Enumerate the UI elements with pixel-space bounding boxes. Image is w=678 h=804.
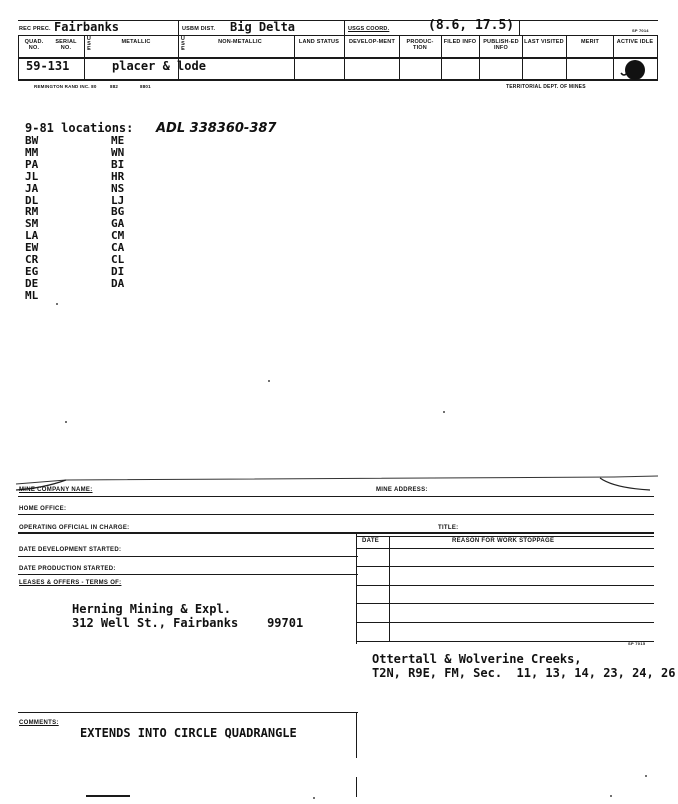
lessee-name: Herning Mining & Expl. (72, 602, 231, 616)
operating-official-label: OPERATING OFFICIAL IN CHARGE: (19, 525, 130, 531)
location-code: DE (25, 276, 39, 290)
location-code: JL (25, 169, 39, 183)
location-code: CL (111, 253, 125, 266)
col-merit: MERIT (580, 39, 600, 45)
location-line-1: Ottertall & Wolverine Creeks, (372, 652, 582, 666)
date-development-started-label: DATE DEVELOPMENT STARTED: (19, 547, 122, 553)
printer-label: REMINGTON RAND INC. 80 (34, 84, 97, 89)
col-non-metallic: NON-METALLIC (218, 39, 262, 45)
printer-code-1: 882 (110, 84, 119, 89)
location-code: ML (25, 288, 39, 302)
location-code: DA (111, 276, 125, 290)
date-production-started-label: DATE PRODUCTION STARTED: (19, 566, 116, 572)
lessee-address: 312 Well St., Fairbanks 99701 (72, 616, 304, 630)
rec-prec-value: Fairbanks (54, 20, 120, 34)
col-use-right: U S E (180, 36, 186, 52)
speck (268, 380, 270, 382)
form-number-bottom: SP 7015 (628, 641, 646, 646)
location-code: JA (25, 181, 39, 195)
col-published-info: PUBLISH-ED INFO (483, 39, 519, 51)
active-status-dot (615, 59, 651, 81)
usbm-dist-value: Big Delta (230, 20, 296, 34)
col-land-status: LAND STATUS (298, 39, 340, 45)
col-last-visited: LAST VISITED (524, 39, 564, 45)
adl-note: ADL 338360-387 (156, 121, 277, 136)
comments-label: COMMENTS: (19, 720, 59, 726)
location-code: GA (111, 217, 125, 231)
comment-text: EXTENDS INTO CIRCLE QUADRANGLE (80, 726, 297, 740)
location-code: LJ (111, 193, 125, 207)
locations-heading: 9-81 locations: (25, 121, 134, 135)
col-quad-no: QUAD. NO. (24, 39, 44, 51)
speck (65, 421, 67, 423)
date-column-header: DATE (362, 538, 380, 544)
rec-prec-label: REC PREC. (19, 26, 51, 32)
usbm-dist-label: USBM DIST. (182, 26, 216, 32)
location-code: EG (25, 264, 39, 278)
location-code: MM (25, 145, 39, 159)
location-code: CR (25, 253, 39, 266)
location-code: DI (111, 264, 125, 278)
home-office-label: HOME OFFICE: (19, 506, 67, 512)
speck (313, 797, 315, 799)
printer-code-2: 8801 (140, 84, 151, 89)
mine-address-label: MINE ADDRESS: (376, 487, 428, 493)
col-use-left: U S E (86, 36, 92, 52)
speck (56, 303, 58, 305)
title-label: TITLE: (438, 525, 459, 531)
location-code: CM (111, 229, 125, 243)
location-code: ME (111, 134, 125, 147)
department-label: TERRITORIAL DEPT. OF MINES (506, 84, 586, 90)
col-active-idle: ACTIVE IDLE (616, 39, 654, 45)
location-code: EW (25, 241, 39, 255)
col-filed-info: FILED INFO (443, 39, 477, 45)
col-development: DEVELOP-MENT (348, 39, 396, 45)
location-code: CA (111, 241, 125, 255)
location-code: HR (111, 169, 125, 183)
location-code: DL (25, 193, 39, 207)
usgs-coord-value: (8.6, 17.5) (428, 18, 515, 33)
location-code: BG (111, 205, 125, 219)
location-code: RM (25, 205, 39, 219)
col-metallic: METALLIC (121, 39, 151, 45)
mine-company-name-label: MINE COMPANY NAME: (19, 487, 93, 493)
speck (610, 795, 612, 797)
reason-column-header: REASON FOR WORK STOPPAGE (452, 538, 555, 544)
location-code: WN (111, 145, 125, 159)
form-top-edge (14, 472, 659, 496)
location-line-2: T2N, R9E, FM, Sec. 11, 13, 14, 23, 24, 26 (372, 666, 676, 680)
location-code: LA (25, 229, 39, 243)
speck (645, 775, 647, 777)
speck (443, 411, 445, 413)
quad-serial-value: 59-131 (26, 59, 70, 73)
leases-offers-label: LEASES & OFFERS - TERMS OF: (19, 580, 122, 586)
col-serial-no: SERIAL NO. (55, 39, 77, 51)
metallic-value: placer & lode (112, 59, 206, 73)
usgs-coord-label: USGS COORD. (348, 26, 390, 32)
location-code: BW (25, 134, 39, 147)
location-code: SM (25, 217, 39, 231)
col-production: PRODUC-TION (406, 39, 434, 51)
bottom-mark (86, 795, 130, 797)
form-number-top: SP 7014 (632, 28, 649, 33)
location-code: PA (25, 157, 39, 171)
location-code: BI (111, 157, 125, 171)
location-code: NS (111, 181, 125, 195)
